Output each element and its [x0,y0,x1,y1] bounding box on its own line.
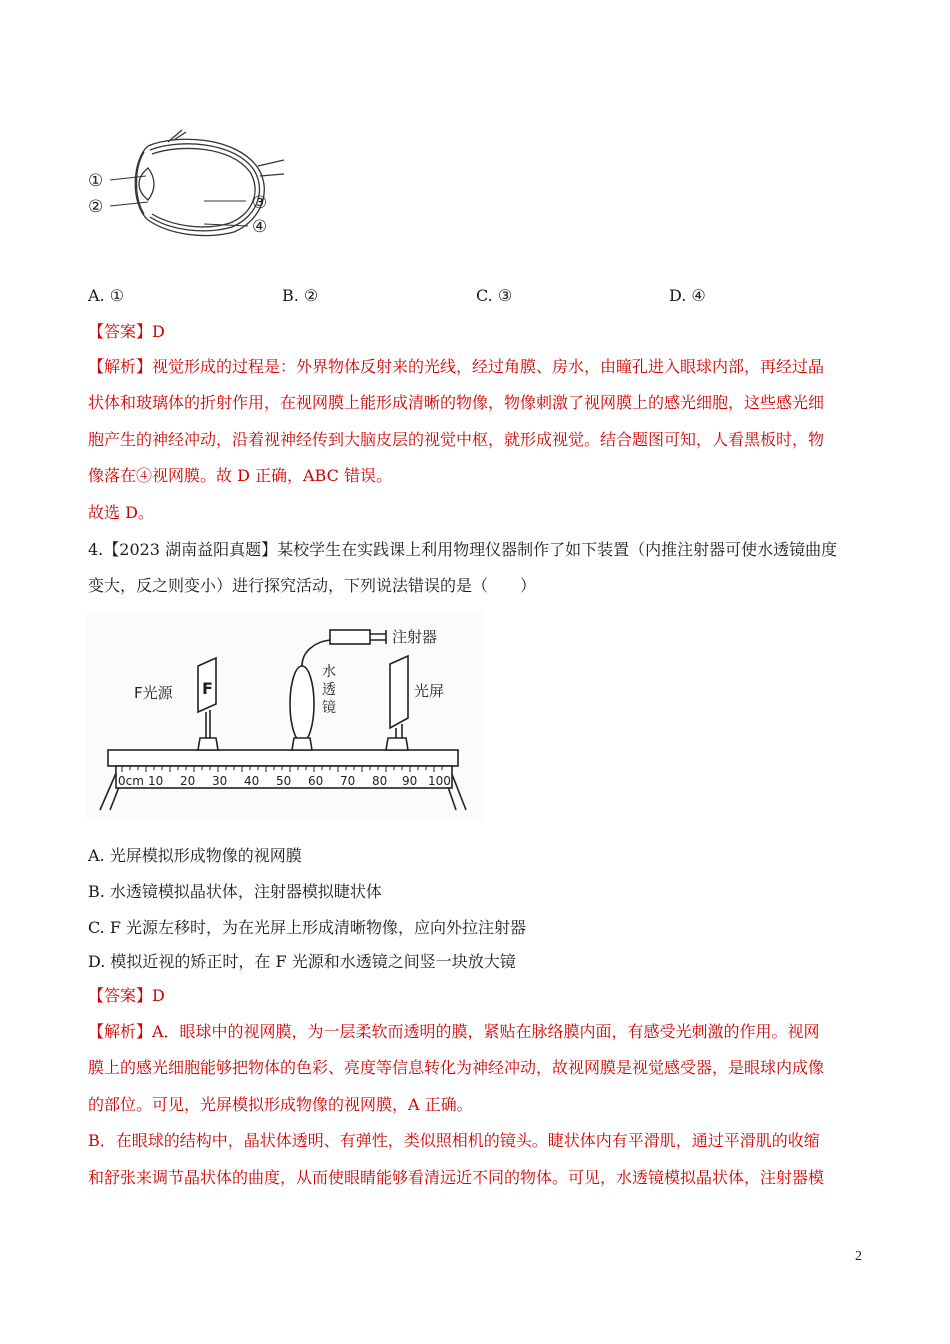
ruler-tick-label: 80 [372,774,388,788]
q3-option-d: D. ④ [669,286,706,305]
eye-label-4: ④ [252,217,268,237]
eye-label-3: ③ [252,193,268,213]
q4-option-b: B. 水透镜模拟晶状体，注射器模拟睫状体 [88,882,382,901]
q3-analysis-line: 【解析】视觉形成的过程是：外界物体反射来的光线，经过角膜、房水，由瞳孔进入眼球内部，再经过晶 [88,357,825,376]
q3-analysis-line: 像落在④视网膜。故 D 正确，ABC 错误。 [88,466,392,485]
q4-answer: 【答案】D [88,986,165,1005]
q3-analysis-line: 状体和玻璃体的折射作用，在视网膜上能形成清晰的物像，物像刺激了视网膜上的感光细胞，这些感光细 [88,393,825,412]
q4-analysis-line: B．在眼球的结构中，晶状体透明、有弹性，类似照相机的镜头。睫状体内有平滑肌，通过平滑肌的收缩 [88,1131,820,1150]
q3-analysis-line: 故选 D。 [88,503,154,522]
q3-option-c: C. ③ [476,286,513,305]
q4-analysis-line: 的部位。可见，光屏模拟形成物像的视网膜，A 正确。 [88,1095,473,1114]
ruler-tick-label: 60 [308,774,324,788]
q3-option-a: A. ① [88,286,125,305]
eye-label-2: ② [88,197,104,217]
light-source-label: F光源 [134,684,173,702]
q4-stem-line: 变大，反之则变小）进行探究活动，下列说法错误的是（ ） [88,576,537,595]
ruler-tick-label: 20 [180,774,196,788]
lens-label-1: 水 [322,664,336,680]
syringe-label: 注射器 [392,628,438,646]
q4-analysis-line: 【解析】A．眼球中的视网膜，为一层柔软而透明的膜，紧贴在脉络膜内面，有感受光刺激的作用。视网 [88,1022,820,1041]
light-source-letter: F [202,679,213,698]
lens-label-2: 透 [322,682,336,698]
q4-option-c: C. F 光源左移时，为在光屏上形成清晰物像，应向外拉注射器 [88,918,527,937]
q4-stem-line: 4.【2023 湖南益阳真题】某校学生在实践课上利用物理仪器制作了如下装置（内推注射器可使水透镜曲度 [88,540,838,559]
q4-option-d: D. 模拟近视的矫正时，在 F 光源和水透镜之间竖一块放大镜 [88,952,516,971]
ruler-tick-label: 40 [244,774,260,788]
ruler-tick-label: 50 [276,774,292,788]
q4-option-a: A. 光屏模拟形成物像的视网膜 [88,846,302,865]
page-number: 2 [855,1249,862,1264]
q3-analysis-line: 胞产生的神经冲动，沿着视神经传到大脑皮层的视觉中枢，就形成视觉。结合题图可知，人看黑板时，物 [88,430,825,449]
screen-label: 光屏 [414,682,445,700]
ruler-tick-label: 90 [402,774,418,788]
eye-label-1: ① [88,171,104,191]
apparatus-diagram [86,612,484,820]
ruler-tick-label: 100 [428,774,451,788]
lens-label-3: 镜 [322,700,336,716]
ruler-tick-label: 30 [212,774,228,788]
eye-diagram [86,128,286,240]
q3-answer: 【答案】D [88,322,165,341]
ruler-tick-label: 70 [340,774,356,788]
q4-analysis-line: 和舒张来调节晶状体的曲度，从而使眼睛能够看清远近不同的物体。可见，水透镜模拟晶状体，注射器模 [88,1168,825,1187]
q3-option-b: B. ② [282,286,319,305]
ruler-tick-label: 0cm [118,774,144,788]
q4-analysis-line: 膜上的感光细胞能够把物体的色彩、亮度等信息转化为神经冲动，故视网膜是视觉感受器，是眼球内成像 [88,1058,825,1077]
ruler-tick-label: 10 [148,774,164,788]
